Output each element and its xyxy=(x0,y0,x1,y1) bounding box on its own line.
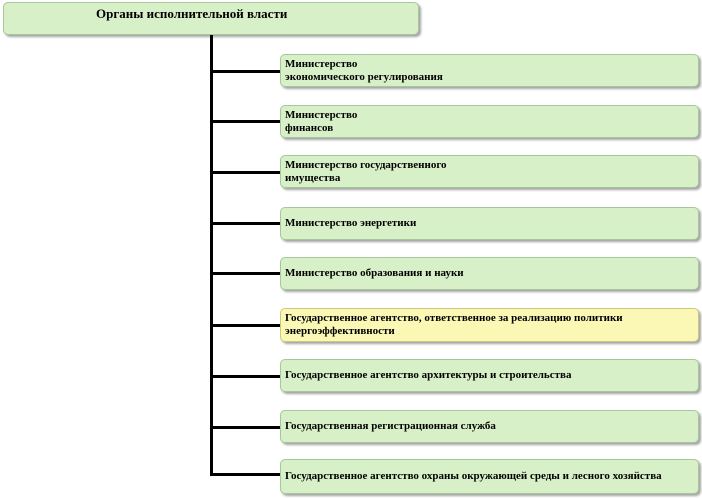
child-label: Министерство государственного имущества xyxy=(285,158,447,184)
connector-branch xyxy=(210,222,281,225)
child-label: Министерство экономического регулирования xyxy=(285,57,443,83)
child-node xyxy=(280,105,699,138)
child-node xyxy=(280,257,699,290)
connector-branch xyxy=(210,120,281,123)
child-node xyxy=(280,155,699,188)
child-node xyxy=(280,459,699,494)
connector-branch xyxy=(210,473,281,476)
connector-branch xyxy=(210,375,281,378)
child-label: Государственное агентство архитектуры и строительства xyxy=(285,369,572,381)
child-label: Государственное агентство охраны окружающей среды и лесного хозяйства xyxy=(285,470,662,482)
child-label: Министерство финансов xyxy=(285,108,358,134)
connector-branch xyxy=(210,426,281,429)
child-node xyxy=(280,410,699,443)
connector-trunk xyxy=(210,35,213,475)
root-label: Органы исполнительной власти xyxy=(96,6,288,21)
child-node xyxy=(280,207,699,240)
connector-branch xyxy=(210,272,281,275)
connector-branch xyxy=(210,171,281,174)
root-node xyxy=(3,2,419,35)
child-label: Государственное агентство, ответственное за реализацию политики энергоэффективности xyxy=(285,312,623,337)
child-label: Министерство энергетики xyxy=(285,217,417,229)
child-label: Государственная регистрационная служба xyxy=(285,420,496,432)
child-node xyxy=(280,359,699,392)
child-node xyxy=(280,308,699,342)
child-node xyxy=(280,54,699,87)
connector-branch xyxy=(210,324,281,327)
child-label: Министерство образования и науки xyxy=(285,267,464,279)
connector-branch xyxy=(210,70,281,73)
